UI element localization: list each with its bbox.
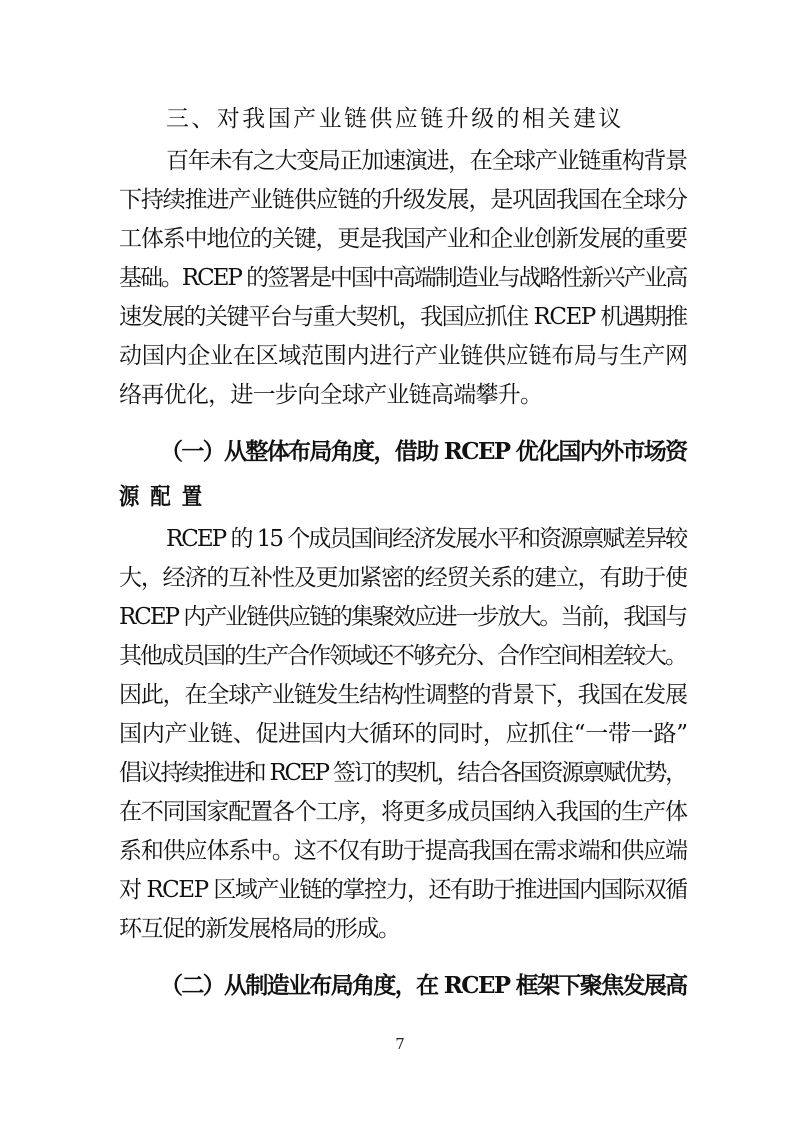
paragraph-line-text: 络再优化，进一步向全球产业链高端攀升。: [119, 382, 543, 408]
paragraph-line: [0, 297, 800, 337]
paragraph-line-text: 环互促的新发展格局的形成。: [119, 916, 400, 942]
paragraph-line-text: 对 RCEP 区域产业链的掌控力，还有助于推进国内国际双循: [119, 877, 687, 903]
paragraph-line: [0, 336, 800, 376]
paragraph-line: [0, 714, 800, 754]
paragraph-line: [0, 219, 800, 259]
paragraph-line: [0, 753, 800, 793]
subheading-line: [0, 432, 800, 472]
paragraph-line: [0, 141, 800, 181]
paragraph-line: [0, 597, 800, 637]
paragraph-line-text: RCEP 的 15 个成员国间经济发展水平和资源禀赋差异较: [166, 526, 687, 552]
paragraph-line: [0, 870, 800, 910]
paragraph-line: [0, 258, 800, 298]
paragraph-line-text: 在不同国家配置各个工序，将更多成员国纳入我国的生产体: [119, 799, 687, 825]
paragraph-line: [0, 519, 800, 559]
paragraph-line: [0, 180, 800, 220]
paragraph-line-text: 其他成员国的生产合作领域还不够充分、合作空间相差较大。: [119, 643, 686, 669]
paragraph-line: [0, 558, 800, 598]
paragraph-line: [0, 636, 800, 676]
paragraph-line-text: 倡议持续推进和 RCEP 签订的契机，结合各国资源禀赋优势，: [119, 760, 686, 786]
subheading-line-text: （二）从制造业布局角度，在 RCEP 框架下聚焦发展高: [160, 972, 687, 999]
paragraph-line-text: 动国内企业在区域范围内进行产业链供应链布局与生产网: [119, 343, 688, 369]
paragraph-line-text: 因此，在全球产业链发生结构性调整的背景下，我国在发展: [119, 682, 687, 708]
section-title-text: 三、对我国产业链供应链升级的相关建议: [166, 106, 624, 132]
subheading-line-text: （一）从整体布局角度，借助 RCEP 优化国内外市场资: [160, 438, 687, 465]
paragraph-line: [0, 375, 800, 415]
paragraph-line: [0, 831, 800, 871]
paragraph-line-text: 系和供应体系中。这不仅有助于提高我国在需求端和供应端: [119, 838, 687, 864]
paragraph-line: [0, 909, 800, 949]
section-title: [0, 99, 800, 139]
paragraph-line-text: 基础。RCEP 的签署是中国中高端制造业与战略性新兴产业高: [119, 265, 687, 291]
paragraph-line-text: 国内产业链、促进国内大循环的同时，应抓住“一带一路”: [119, 721, 688, 747]
subheading-line: [0, 477, 800, 517]
paragraph-line-text: RCEP 内产业链供应链的集聚效应进一步放大。当前，我国与: [119, 604, 687, 630]
paragraph-line-text: 速发展的关键平台与重大契机，我国应抓住 RCEP 机遇期推: [119, 304, 687, 330]
paragraph-line: [0, 675, 800, 715]
paragraph-line-text: 百年未有之大变局正加速演进，在全球产业链重构背景: [166, 148, 687, 174]
page-number: 7: [395, 1035, 405, 1053]
paragraph-line-text: 下持续推进产业链供应链的升级发展，是巩固我国在全球分: [119, 187, 687, 213]
paragraph-line-text: 工体系中地位的关键，更是我国产业和企业创新发展的重要: [119, 226, 687, 252]
subheading-line: [0, 966, 800, 1006]
paragraph-line: [0, 792, 800, 832]
paragraph-line-text: 大，经济的互补性及更加紧密的经贸关系的建立，有助于使: [119, 565, 687, 591]
subheading-line-text: 源配置: [119, 483, 214, 510]
